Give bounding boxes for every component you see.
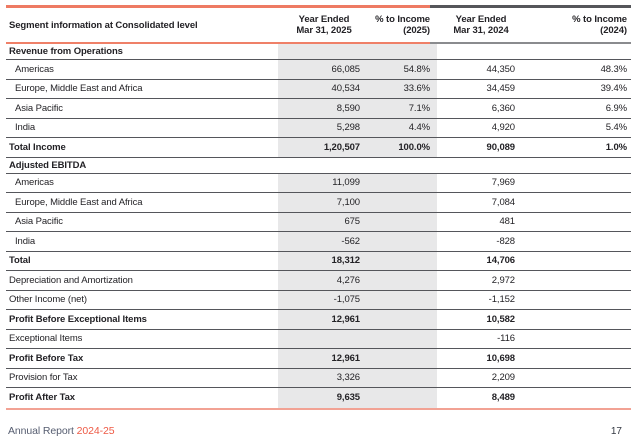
col-header-line2: Mar 31, 2024 [453, 25, 509, 36]
table-row-total-ebitda [6, 252, 631, 272]
col-header-line2: Mar 31, 2025 [296, 25, 352, 36]
col-header-line1: % to Income [572, 13, 627, 25]
cell-2025-pct [370, 388, 437, 408]
cell-2024-value: 7,969 [491, 177, 515, 189]
cell-2025-value: 7,100 [278, 193, 370, 212]
cell-2025-value: 8,590 [278, 99, 370, 118]
col-header-pct-income-2024 [525, 8, 631, 42]
row-label: Total [9, 255, 31, 267]
cell-2025-pct: 33.6% [370, 80, 437, 99]
col-header-line1: Year Ended [298, 13, 350, 25]
cell-2024-pct: 39.4% [600, 83, 627, 95]
table-row-provision-for-tax [6, 369, 631, 389]
row-label: Revenue from Operations [9, 46, 123, 57]
row-label: Americas [15, 63, 54, 75]
cell-2025-pct [370, 349, 437, 368]
table-row-profit-before-tax [6, 349, 631, 369]
cell-2024-pct: 1.0% [605, 141, 627, 153]
footer-report-title [0, 425, 115, 437]
cell-2025-pct [370, 174, 437, 193]
table-row-total-income [6, 138, 631, 158]
cell-2024-value: 8,489 [491, 392, 515, 404]
cell-2025-pct: 100.0% [370, 138, 437, 157]
row-label: Asia Pacific [15, 216, 63, 228]
table-row-profit-before-exceptional-items [6, 310, 631, 330]
cell-2025-pct [370, 193, 437, 212]
table-row-profit-after-tax [6, 388, 631, 408]
cell-2024-pct [525, 158, 631, 173]
cell-2024-value: 2,209 [491, 372, 515, 384]
row-label: Total Income [9, 141, 66, 153]
table-row-india-revenue [6, 119, 631, 139]
col-header-line1: % to Income [375, 13, 430, 25]
row-label: Profit Before Exceptional Items [9, 313, 147, 325]
row-label: Other Income (net) [9, 294, 87, 306]
cell-2024-value: 10,582 [486, 313, 515, 325]
cell-2025-value: -1,075 [278, 291, 370, 310]
cell-2024-pct [525, 232, 631, 251]
cell-2024-pct [525, 388, 631, 408]
row-label: Adjusted EBITDA [9, 159, 87, 171]
cell-2024-pct: 48.3% [600, 63, 627, 75]
col-header-line2: (2025) [403, 25, 430, 36]
cell-2024-value [437, 44, 525, 59]
row-label: Profit After Tax [9, 392, 75, 404]
cell-2024-value: 6,360 [491, 102, 515, 114]
cell-2025-value [278, 330, 370, 349]
table-title: Segment information at Consolidated level [9, 19, 198, 31]
cell-2025-value [278, 158, 370, 173]
col-header-line2: (2024) [600, 25, 627, 36]
segment-information-table [6, 5, 631, 410]
row-label: Europe, Middle East and Africa [15, 83, 143, 95]
cell-2024-pct [525, 369, 631, 388]
cell-2025-pct: 4.4% [370, 119, 437, 138]
cell-2024-pct [525, 310, 631, 329]
cell-2025-value: 675 [278, 213, 370, 232]
cell-2024-pct [525, 174, 631, 193]
cell-2024-pct [525, 252, 631, 271]
cell-2024-pct: 5.4% [605, 122, 627, 134]
cell-2025-value: 66,085 [278, 60, 370, 79]
row-label: Provision for Tax [9, 372, 78, 384]
report-year-label: 2024-25 [76, 425, 115, 437]
cell-2024-value [437, 158, 525, 173]
table-header-row [6, 8, 631, 42]
row-label: Profit Before Tax [9, 352, 84, 364]
cell-2024-pct [525, 349, 631, 368]
cell-2025-pct: 7.1% [370, 99, 437, 118]
cell-2024-value: 2,972 [491, 274, 515, 286]
table-row-emea-ebitda [6, 193, 631, 213]
cell-2025-value: 9,635 [278, 388, 370, 408]
cell-2024-value: -1,152 [488, 294, 515, 306]
table-row-emea-revenue [6, 80, 631, 100]
cell-2025-pct [370, 271, 437, 290]
table-row-india-ebitda [6, 232, 631, 252]
cell-2025-pct [370, 369, 437, 388]
row-label: Exceptional Items [9, 333, 83, 345]
cell-2025-pct [370, 158, 437, 173]
cell-2024-value: -828 [496, 235, 515, 247]
cell-2024-pct [525, 291, 631, 310]
table-row-americas-ebitda [6, 174, 631, 194]
cell-2024-pct: 6.9% [605, 102, 627, 114]
cell-2024-pct [525, 193, 631, 212]
cell-2025-pct [370, 252, 437, 271]
cell-2025-value: 40,534 [278, 80, 370, 99]
row-label: Asia Pacific [15, 102, 63, 114]
cell-2025-value: 12,961 [278, 310, 370, 329]
cell-2025-value: -562 [278, 232, 370, 251]
table-bottom-border [6, 408, 631, 410]
cell-2025-pct [370, 291, 437, 310]
cell-2025-pct [370, 44, 437, 59]
row-label: India [15, 122, 36, 134]
cell-2025-pct [370, 213, 437, 232]
cell-2024-value: -116 [497, 333, 515, 345]
col-header-year-ended-2025 [278, 8, 370, 42]
cell-2025-pct [370, 310, 437, 329]
page-number: 17 [610, 426, 622, 437]
table-row-exceptional-items [6, 330, 631, 350]
table-row-adjusted-ebitda [6, 158, 631, 174]
table-row-americas-revenue [6, 60, 631, 80]
cell-2024-value: 481 [499, 216, 515, 228]
page-footer [0, 425, 635, 437]
annual-report-label: Annual Report [8, 425, 74, 437]
cell-2025-value: 11,099 [278, 174, 370, 193]
row-label: Depreciation and Amortization [9, 274, 133, 286]
cell-2024-pct [525, 271, 631, 290]
col-header-year-ended-2024 [437, 8, 525, 42]
cell-2025-value: 12,961 [278, 349, 370, 368]
cell-2025-pct: 54.8% [370, 60, 437, 79]
row-label: India [15, 235, 36, 247]
table-row-depreciation-amortization [6, 271, 631, 291]
cell-2025-value [278, 44, 370, 59]
row-label: Americas [15, 177, 54, 189]
cell-2025-value: 1,20,507 [278, 138, 370, 157]
cell-2025-pct [370, 232, 437, 251]
col-header-pct-income-2025 [370, 8, 437, 42]
cell-2025-value: 5,298 [278, 119, 370, 138]
cell-2025-value: 3,326 [278, 369, 370, 388]
cell-2025-value: 18,312 [278, 252, 370, 271]
col-header-line1: Year Ended [455, 13, 507, 25]
cell-2024-value: 7,084 [491, 196, 515, 208]
cell-2024-pct [525, 44, 631, 59]
cell-2024-pct [525, 330, 631, 349]
cell-2025-value: 4,276 [278, 271, 370, 290]
cell-2024-value: 4,920 [491, 122, 515, 134]
table-row-asia-pacific-ebitda [6, 213, 631, 233]
cell-2024-pct [525, 213, 631, 232]
cell-2024-value: 34,459 [486, 83, 515, 95]
cell-2024-value: 10,698 [486, 352, 515, 364]
row-label: Europe, Middle East and Africa [15, 196, 143, 208]
table-row-asia-pacific-revenue [6, 99, 631, 119]
cell-2024-value: 44,350 [486, 63, 515, 75]
table-row-revenue-from-operations [6, 44, 631, 60]
cell-2025-pct [370, 330, 437, 349]
table-row-other-income-net [6, 291, 631, 311]
cell-2024-value: 90,089 [486, 141, 515, 153]
cell-2024-value: 14,706 [486, 255, 515, 267]
